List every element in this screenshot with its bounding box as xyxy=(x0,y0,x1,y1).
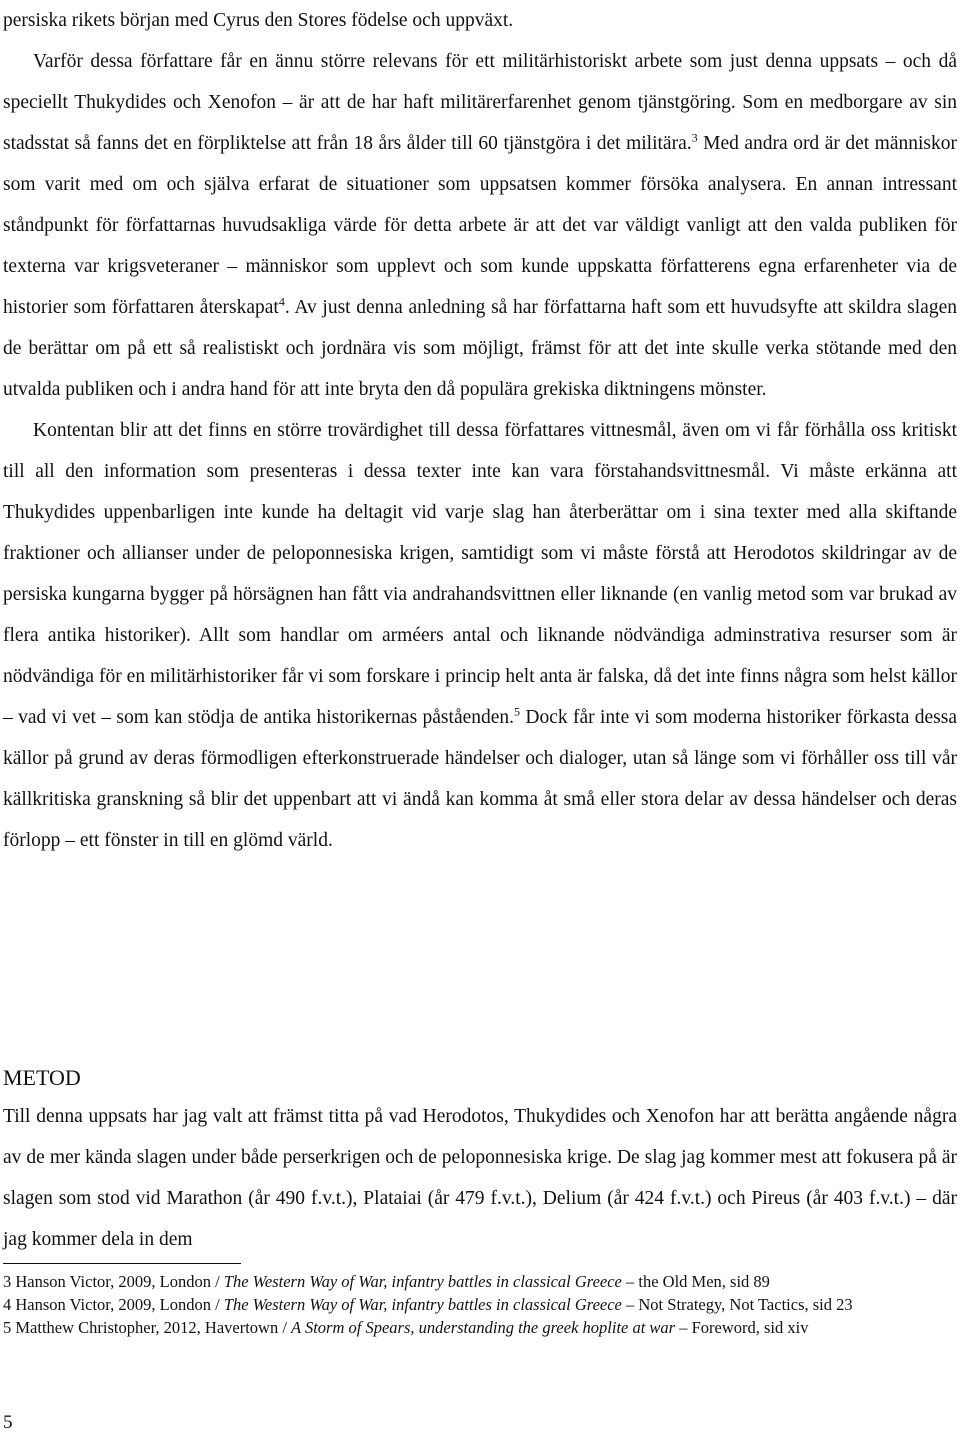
footnote-number: 4 xyxy=(3,1295,12,1314)
paragraph xyxy=(3,410,957,861)
footnote-ref-4[interactable]: 4 xyxy=(278,294,285,309)
section-body xyxy=(3,1096,957,1260)
paragraph-text: Dock får inte vi som moderna historiker förkasta dessa källor på grund av deras förmodligen efterkonstruerade händelser och dialoger, utan så länge som vi förhåller oss till vår källkritiska granskning så blir det uppenbart att vi ändå kan komma åt små eller stora delar av dessa händelser och deras förlopp – ett fönster in till en glömd värld. xyxy=(3,707,958,851)
paragraph xyxy=(3,41,957,410)
footnote-location: – Foreword, sid xiv xyxy=(675,1318,809,1337)
footnote-title: The Western Way of War, infantry battles in classical Greece xyxy=(223,1295,622,1314)
section-heading: METOD xyxy=(3,1065,81,1090)
footnote-author: Matthew Christopher, 2012, Havertown / xyxy=(15,1318,292,1337)
footnote-ref-3[interactable]: 3 xyxy=(691,130,698,145)
footnote-author: Hanson Victor, 2009, London / xyxy=(15,1295,224,1314)
paragraph-text: . Av just denna anledning så har författarna haft som ett huvudsyfte att skildra slagen de berättar om på ett så realistiskt och jordnära vis som möjligt, främst för att det inte skulle verka stötande med den utvalda publiken och i andra hand för att inte bryta den då populära grekiska diktningens mönster. xyxy=(3,297,957,400)
footnote-number: 3 xyxy=(3,1272,12,1291)
footnote-title: The Western Way of War, infantry battles in classical Greece xyxy=(223,1272,622,1291)
paragraph-text: Varför dessa författare får en ännu större relevans för ett militärhistoriskt arbete som just denna uppsats – och då speciellt Thukydides och Xenofon – är att de har haft militärerfarenhet genom tjänstgöring. Som en medborgare av sin stadsstat så fanns det en förpliktelse att från 18 års ålder till 60 tjänstgöra i det militära. xyxy=(3,51,957,154)
footnote-location: – Not Strategy, Not Tactics, sid 23 xyxy=(621,1295,853,1314)
document-page xyxy=(3,0,957,861)
paragraph-continued xyxy=(3,0,957,41)
footnote-ref-5[interactable]: 5 xyxy=(514,704,521,719)
paragraph-text: persiska rikets början med Cyrus den Stores födelse och uppväxt. xyxy=(3,10,514,31)
footnote-number: 5 xyxy=(3,1318,12,1337)
section-paragraph: Till denna uppsats har jag valt att främst titta på vad Herodotos, Thukydides och Xenofon har att berätta angående några av de mer kända slagen under både perserkrigen och de peloponnesiska krige. De slag jag kommer mest att fokusera på är slagen som stod vid Marathon (år 490 f.v.t.), Plataiai (år 479 f.v.t.), Delium (år 424 f.v.t.) och Pireus (år 403 f.v.t.) – där jag kommer dela in dem xyxy=(3,1106,957,1250)
footnote-divider xyxy=(3,1263,241,1264)
footnote-title: A Storm of Spears, understanding the greek hoplite at war xyxy=(291,1318,676,1337)
page-number: 5 xyxy=(3,1412,13,1433)
footnote xyxy=(3,1316,957,1339)
footnote-location: – the Old Men, sid 89 xyxy=(621,1272,770,1291)
body-text xyxy=(3,0,957,861)
paragraph-text: Med andra ord är det människor som varit med om och själva erfarat de situationer som uppsatsen kommer försöka analysera. En annan intressant ståndpunkt för författarnas huvudsakliga värde för detta arbete är att det var väldigt vanligt att den valda publiken för texterna var krigsveteraner – människor som upplevt och som kunde uppskatta författerens egna erfarenheter via de historier som författaren återskapat xyxy=(3,133,957,318)
footnotes xyxy=(3,1270,957,1339)
footnote xyxy=(3,1270,957,1293)
footnote-author: Hanson Victor, 2009, London / xyxy=(15,1272,224,1291)
footnote xyxy=(3,1293,957,1316)
paragraph-text: Kontentan blir att det finns en större trovärdighet till dessa författares vittnesmål, även om vi får förhålla oss kritiskt till all den information som presenteras i dessa texter inte kan vara förstahandsvittnesmål. Vi måste erkänna att Thukydides uppenbarligen inte kunde ha deltagit vid varje slag han återberättar om i sina texter med alla skiftande fraktioner och allianser under de peloponnesiska krigen, samtidigt som vi måste förstå att Herodotos skildringar av de persiska kungarna bygger på hörsägnen han fått via andrahandsvittnen eller liknande (en vanlig metod som var brukad av flera antika historiker). Allt som handlar om arméers antal och liknande nödvändiga adminstrativa resurser som är nödvändiga för en militärhistoriker får vi som forskare i princip helt anta är falska, då det inte finns några som helst källor – vad vi vet – som kan stödja de antika historikernas påståenden. xyxy=(3,420,957,728)
